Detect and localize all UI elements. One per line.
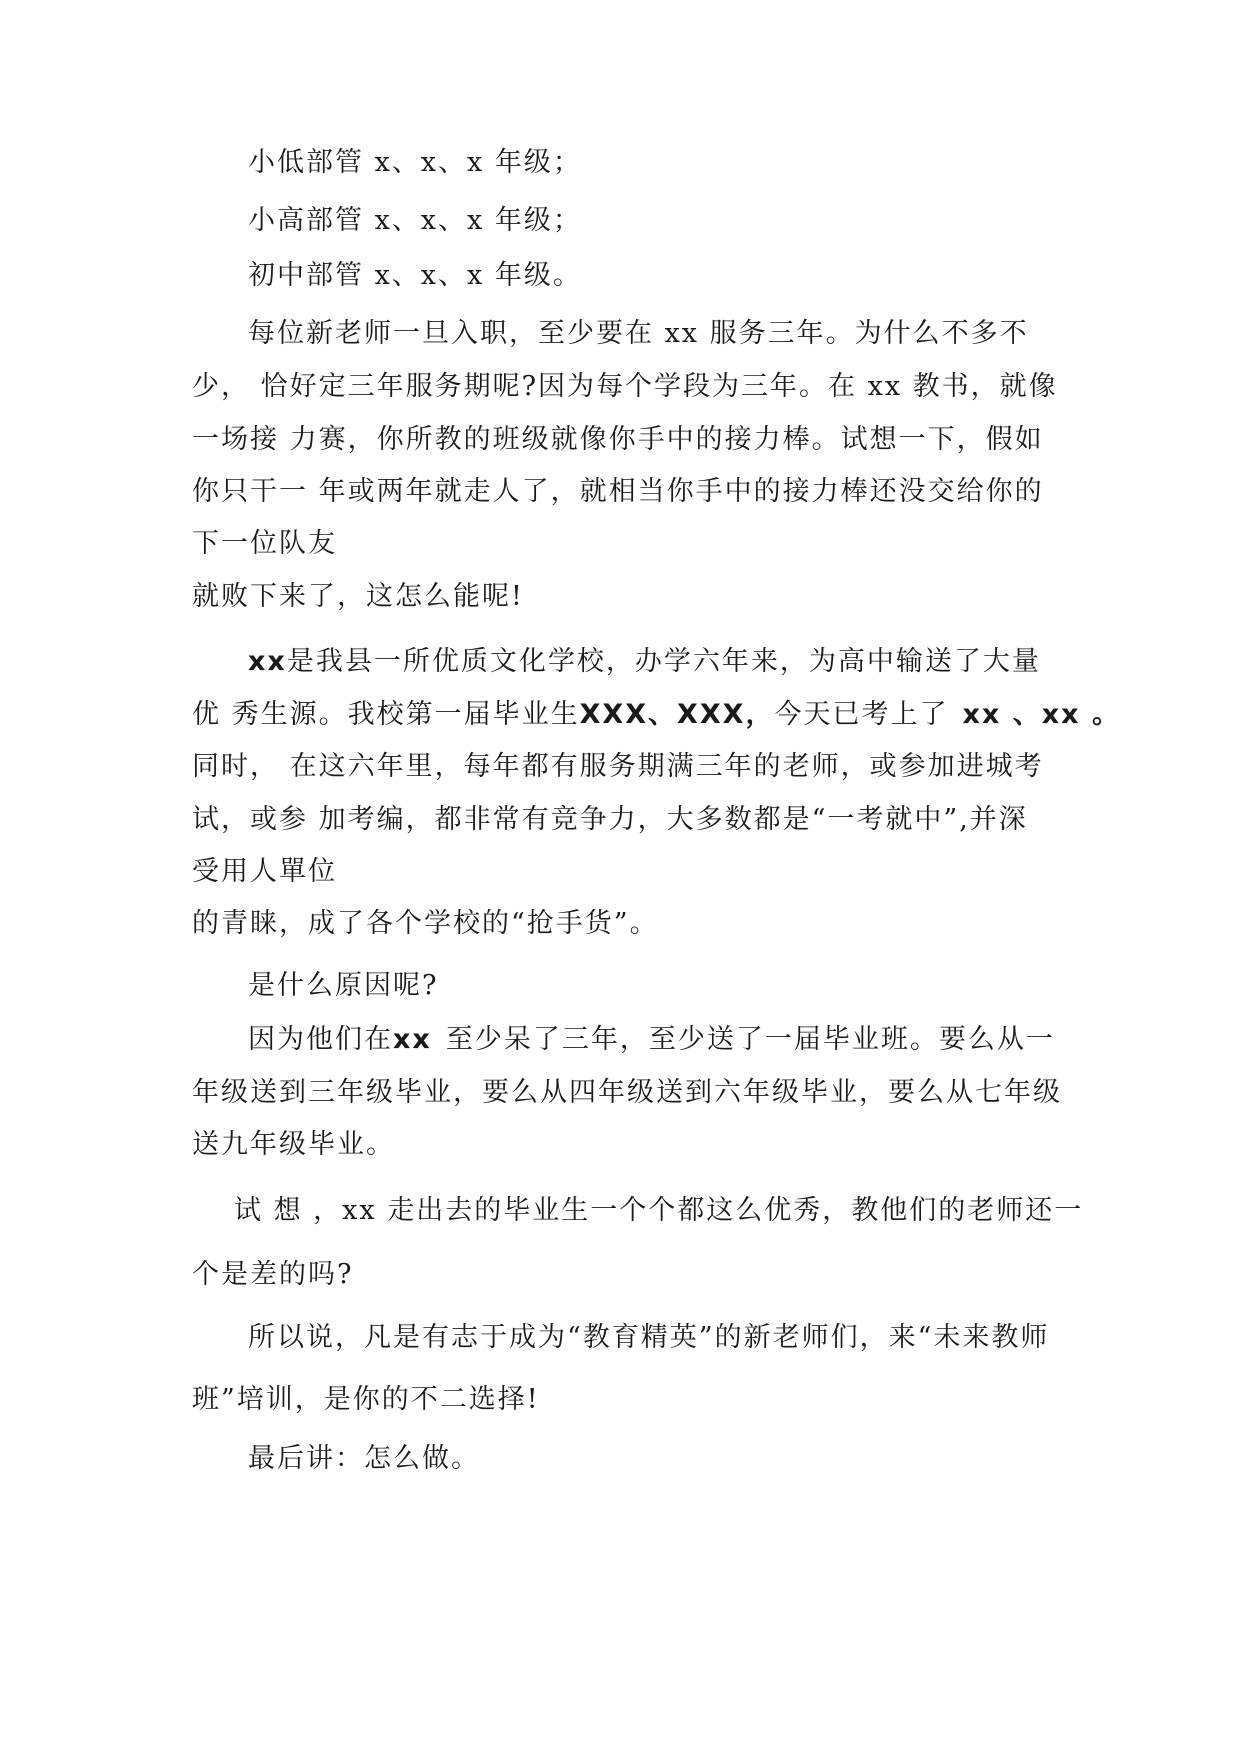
bold-text: xx bbox=[248, 646, 287, 677]
text-line: 少， 恰好定三年服务期呢?因为每个学段为三年。在 xx 教书，就像 bbox=[192, 371, 1058, 402]
text-line: 小高部管 x、x、x 年级； bbox=[248, 205, 582, 236]
text-line: 班”培训，是你的不二选择! bbox=[192, 1384, 540, 1415]
text-line: 试，或参 加考编，都非常有竞争力，大多数都是“一考就中”,并深 bbox=[192, 804, 1028, 835]
text-span: 至少呆了三年，至少送了一届毕业班。要么从一 bbox=[445, 1024, 1055, 1055]
text-line: 受用人單位 bbox=[192, 856, 337, 887]
text-span: 因为他们在 bbox=[248, 1024, 393, 1055]
text-line: 下一位队友 bbox=[192, 528, 337, 559]
text-line: 初中部管 x、x、x 年级。 bbox=[248, 260, 582, 291]
text-line: 小低部管 x、x、x 年级； bbox=[248, 147, 582, 178]
text-span: 是我县一所优质文化学校，办学六年来，为高中输送了大量 bbox=[286, 646, 1041, 677]
text-line: 是什么原因呢? bbox=[248, 970, 439, 1001]
text-line: 年级送到三年级毕业，要么从四年级送到六年级毕业，要么从七年级 bbox=[192, 1077, 1062, 1108]
text-line: 每位新老师一旦入职，至少要在 xx 服务三年。为什么不多不 bbox=[248, 318, 1029, 349]
text-line: 一场接 力赛，你所教的班级就像你手中的接力棒。试想一下，假如 bbox=[192, 424, 1044, 455]
text-line bbox=[192, 697, 1121, 733]
bold-text: xx 、xx 。 bbox=[962, 699, 1121, 730]
text-line bbox=[248, 644, 1128, 680]
text-line: 个是差的吗? bbox=[192, 1259, 354, 1290]
bold-text: XXX、XXX， bbox=[579, 699, 775, 730]
text-line: 送九年级毕业。 bbox=[192, 1129, 395, 1160]
text-line bbox=[248, 1022, 1128, 1058]
text-line: 的青睐，成了各个学校的“抢手货”。 bbox=[192, 908, 659, 939]
text-span: 今天已考上了 bbox=[774, 699, 949, 730]
text-span: 优 秀生源。我校第一届毕业生 bbox=[192, 699, 580, 730]
text-line: 就败下来了，这怎么能呢! bbox=[192, 581, 524, 612]
text-line: 最后讲：怎么做。 bbox=[248, 1443, 480, 1474]
text-line: 试 想 ，xx 走出去的毕业生一个个都这么优秀，教他们的老师还一 bbox=[234, 1195, 1084, 1226]
bold-text: xx bbox=[393, 1024, 432, 1055]
text-line: 所以说，凡是有志于成为“教育精英”的新老师们，来“未来教师 bbox=[248, 1322, 1050, 1353]
text-line: 你只干一 年或两年就走人了，就相当你手中的接力棒还没交给你的 bbox=[192, 476, 1044, 507]
text-line: 同时， 在这六年里，每年都有服务期满三年的老师，或参加进城考 bbox=[192, 751, 1044, 782]
